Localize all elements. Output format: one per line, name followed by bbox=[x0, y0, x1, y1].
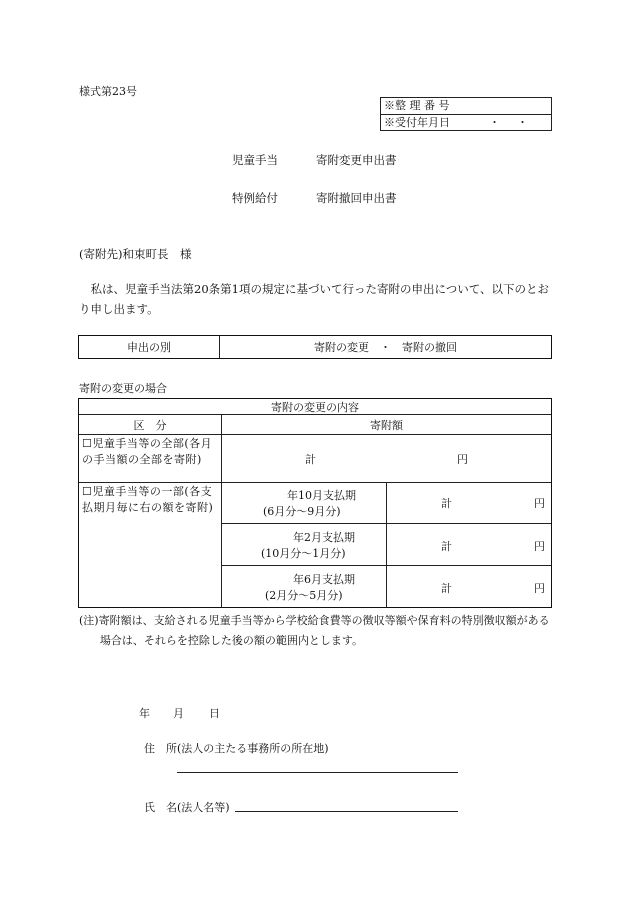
request-type-table bbox=[78, 335, 552, 359]
yen-label: 円 bbox=[534, 497, 545, 510]
period-range: (10月分～1月分) bbox=[261, 547, 346, 560]
title-special-benefit: 特例給付 bbox=[232, 191, 278, 205]
received-date-label: ※受付年月日 bbox=[384, 116, 450, 129]
date-dot: ・ bbox=[517, 116, 528, 129]
file-number-row bbox=[381, 98, 551, 114]
yen-label: 円 bbox=[457, 453, 468, 466]
period-name: 年10月支払期 bbox=[287, 489, 356, 502]
title-allowance: 児童手当 bbox=[232, 153, 278, 167]
table-title: 寄附の変更の内容 bbox=[271, 400, 359, 414]
received-date-row bbox=[381, 114, 551, 130]
request-type-options[interactable]: 寄附の変更 ・ 寄附の撤回 bbox=[314, 341, 457, 354]
change-table bbox=[78, 398, 552, 608]
total-label: 計 bbox=[305, 453, 316, 466]
amount-header: 寄附額 bbox=[370, 418, 403, 432]
category-header: 区 分 bbox=[133, 418, 167, 432]
name-label: 氏 名(法人名等) bbox=[144, 801, 230, 814]
date-dot: ・ bbox=[489, 116, 500, 129]
name-signature-line[interactable] bbox=[235, 811, 458, 812]
address-label: 住 所(法人の主たる事務所の所在地) bbox=[144, 742, 329, 755]
request-type-label: 申出の別 bbox=[79, 336, 220, 358]
total-label: 計 bbox=[441, 540, 452, 553]
total-label: 計 bbox=[441, 582, 452, 595]
file-number-label: ※整 理 番 号 bbox=[384, 99, 450, 112]
yen-label: 円 bbox=[534, 540, 545, 553]
total-label: 計 bbox=[441, 497, 452, 510]
title-withdrawal-request: 寄附撤回申出書 bbox=[316, 191, 397, 205]
period-name: 年2月支払期 bbox=[293, 531, 355, 544]
date-day: 日 bbox=[209, 707, 220, 720]
change-section-heading: 寄附の変更の場合 bbox=[79, 382, 167, 395]
all-allowance-option[interactable]: ☐児童手当等の全部(各月の手当額の全部を寄附) bbox=[82, 437, 213, 466]
period-range: (2月分～5月分) bbox=[265, 589, 343, 602]
registry-box bbox=[380, 97, 552, 131]
statement-paragraph: 私は、児童手当法第20条第1項の規定に基づいて行った寄附の申出について、以下のとおり申し出ます。 bbox=[79, 282, 549, 316]
date-month: 月 bbox=[173, 707, 184, 720]
footnote: (注)寄附額は、支給される児童手当等から学校給食費等の徴収等額や保育料の特別徴収額がある場合は、それらを控除した後の額の範囲内とします。 bbox=[79, 614, 550, 647]
date-year: 年 bbox=[139, 707, 150, 720]
yen-label: 円 bbox=[534, 582, 545, 595]
period-range: (6月分～9月分) bbox=[263, 505, 341, 518]
partial-allowance-option[interactable]: ☐児童手当等の一部(各支払期月毎に右の額を寄附) bbox=[82, 485, 214, 514]
title-change-request: 寄附変更申出書 bbox=[316, 153, 397, 167]
form-number: 様式第23号 bbox=[79, 85, 137, 98]
addressee: (寄附先)和束町長 様 bbox=[79, 247, 192, 261]
address-signature-line[interactable] bbox=[177, 772, 458, 773]
period-name: 年6月支払期 bbox=[293, 573, 355, 586]
